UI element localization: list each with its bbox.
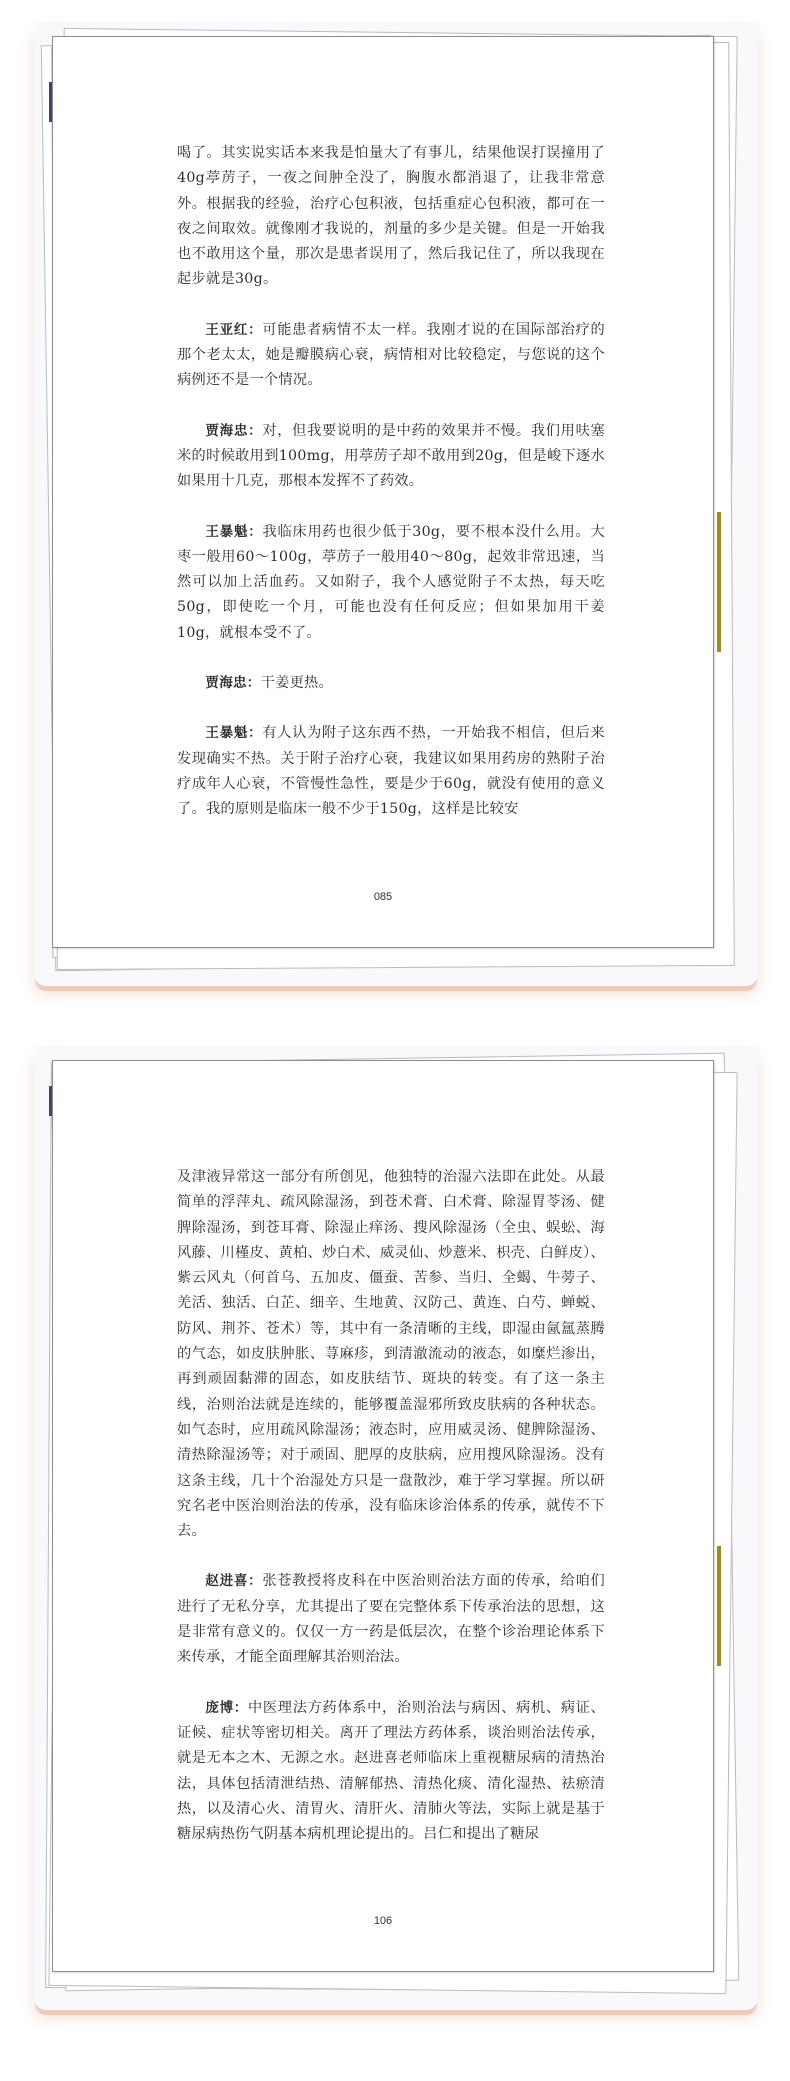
speaker-name: 王亚红：: [205, 321, 263, 338]
page-body: [177, 1165, 605, 1847]
dialogue-text: 对，但我要说明的是中药的效果并不慢。我们用呋塞米的时候敢用到100mg，用葶苈子却不敢用到20g，但是峻下逐水如果用十几克，那根本发挥不了药效。: [177, 422, 605, 490]
dialogue-text: 有人认为附子这东西不热，一开始我不相信，但后来发现确实不热。关于附子治疗心衰，我建议如果用药房的熟附子治疗成年人心衰，不管慢性急性，要是少于60g，就没有使用的意义了。我的原则是临床一般不少于150g，这样是比较安: [177, 725, 605, 818]
dialogue-text: 干姜更热。: [260, 675, 334, 692]
dialogue-paragraph: [177, 721, 605, 822]
speaker-name: 贾海忠：: [205, 675, 261, 692]
book-page-106: [52, 1060, 714, 1972]
dialogue-paragraph: [177, 520, 605, 646]
book-page-085: [52, 36, 714, 948]
dialogue-paragraph: [177, 419, 605, 495]
dialogue-text: 张苍教授将皮科在中医治则治法方面的传承，给咱们进行了无私分享，尤其提出了要在完整体系下传承治法的思想，这是非常有意义的。仅仅一方一药是低层次，在整个诊治理论体系下来传承，才能全面理解其治则治法。: [177, 1573, 605, 1666]
speaker-name: 赵进喜：: [205, 1573, 263, 1590]
book-page-edge: [717, 1546, 721, 1666]
page-number: 106: [373, 1915, 393, 1927]
speaker-name: 王暴魁：: [205, 725, 263, 742]
paragraph: 及津液异常这一部分有所创见，他独特的治湿六法即在此处。从最简单的浮萍丸、疏风除湿汤，到苍术膏、白术膏、除湿胃苓汤、健脾除湿汤，到苍耳膏、除湿止痒汤、搜风除湿汤（全虫、蜈蚣、海风藤、川槿皮、黄柏、炒白术、威灵仙、炒薏米、枳壳、白鲜皮）、紫云风丸（何首乌、五加皮、僵蚕、苦参、当归、全蝎、牛蒡子、羌活、独活、白芷、细辛、生地黄、汉防己、黄连、白芍、蝉蜕、防风、荆芥、苍术）等，其中有一条清晰的主线，即湿由氤氲蒸腾的气态，如皮肤肿胀、荨麻疹，到清澈流动的液态，如糜烂渗出，再到顽固黏滞的固态，如皮肤结节、斑块的转变。有了这一条主线，治则治法就是连续的，能够覆盖湿邪所致皮肤病的各种状态。如气态时，应用疏风除湿汤；液态时，应用威灵汤、健脾除湿汤、清热除湿汤等；对于顽固、肥厚的皮肤病，应用搜风除湿汤。没有这条主线，几十个治湿处方只是一盘散沙，难于学习掌握。所以研究名老中医治则治法的传承，没有临床诊治体系的传承，就传不下去。: [177, 1169, 605, 1540]
page-number: 085: [373, 891, 393, 903]
dialogue-paragraph: [177, 1696, 605, 1848]
dialogue-paragraph: [177, 1569, 605, 1670]
page-card-1: [34, 22, 758, 986]
dialogue-text: 中医理法方药体系中，治则治法与病因、病机、病证、证候、症状等密切相关。离开了理法方药体系，谈治则治法传承，就是无本之木、无源之水。赵进喜老师临床上重视糖尿病的清热治法，具体包括清泄结热、清解郁热、清热化痰、清化湿热、祛瘀清热，以及清心火、清胃火、清肝火、清肺火等法，实际上就是基于糖尿病热伤气阴基本病机理论提出的。吕仁和提出了糖尿: [177, 1699, 606, 1843]
dialogue-paragraph: [177, 318, 605, 394]
dialogue-text: 可能患者病情不太一样。我刚才说的在国际部治疗的那个老太太，她是瓣膜病心衰，病情相对比较稳定，与您说的这个病例还不是一个情况。: [177, 321, 605, 389]
dialogue-paragraph: [177, 671, 605, 696]
speaker-name: 王暴魁：: [205, 523, 263, 540]
paragraph: 喝了。其实说实话本来我是怕量大了有事儿，结果他误打误撞用了40g葶苈子，一夜之间肿全没了，胸腹水都消退了，让我非常意外。根据我的经验，治疗心包积液，包括重症心包积液，都可在一夜之间取效。就像刚才我说的，剂量的多少是关键。但是一开始我也不敢用这个量，那次是患者误用了，然后我记住了，所以我现在起步就是30g。: [177, 145, 605, 288]
page-card-2: [34, 1046, 758, 2010]
speaker-name: 庞博：: [205, 1699, 249, 1716]
dialogue-text: 我临床用药也很少低于30g，要不根本没什么用。大枣一般用60～100g，葶苈子一般用40～80g，起效非常迅速，当然可以加上活血药。又如附子，我个人感觉附子不太热，每天吃50g，即使吃一个月，可能也没有任何反应；但如果加用干姜10g，就根本受不了。: [177, 523, 605, 641]
book-page-edge: [717, 512, 721, 652]
speaker-name: 贾海忠：: [205, 422, 263, 439]
page-body: [177, 141, 605, 823]
